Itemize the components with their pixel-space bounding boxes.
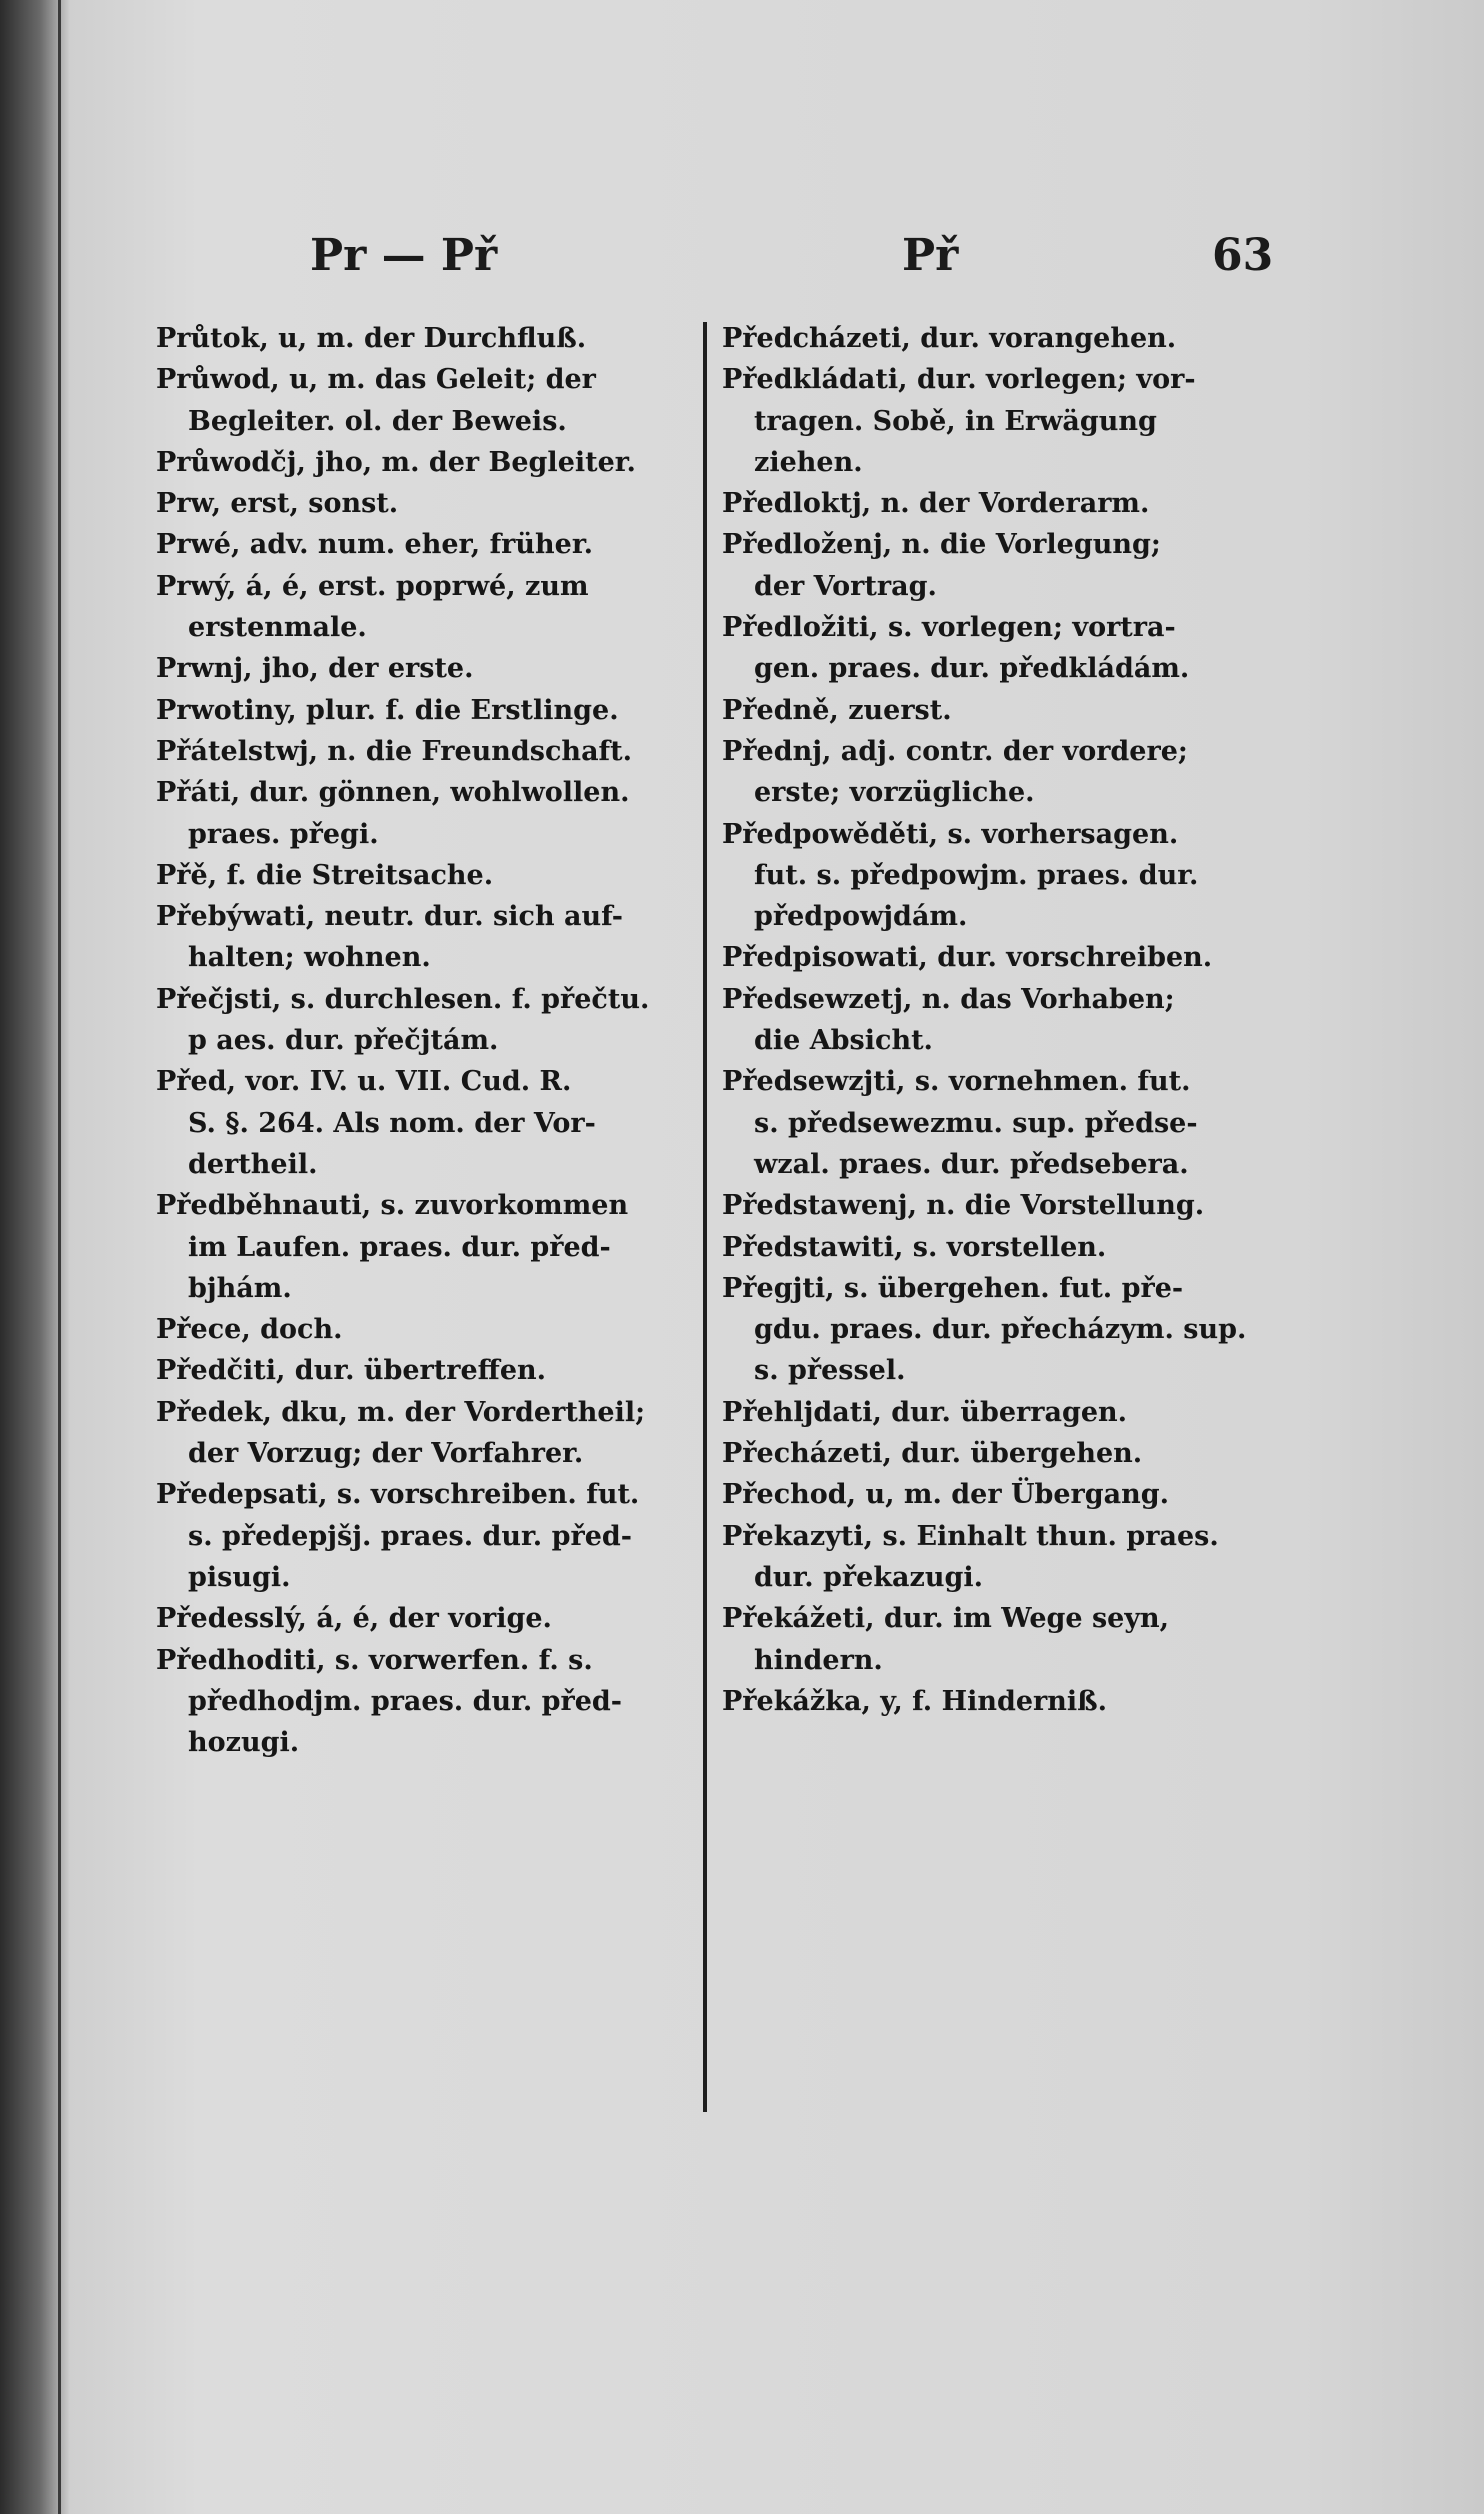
entry-line: Před, vor. IV. u. VII. Cud. R. (156, 1066, 572, 1098)
entry-line: Překážeti, dur. im Wege seyn, (722, 1603, 1170, 1635)
entry-line: bjhám. (188, 1272, 292, 1304)
entry-line: s. předsewezmu. sup. předse- (754, 1107, 1198, 1139)
column-rule (703, 322, 707, 2112)
entry-line: halten; wohnen. (188, 942, 431, 974)
entry-line: ziehen. (754, 446, 863, 478)
entry-line: p aes. dur. přečjtám. (188, 1025, 499, 1057)
entry-line: Prwé, adv. num. eher, früher. (156, 529, 593, 561)
entry-line: S. §. 264. Als nom. der Vor- (188, 1107, 596, 1139)
entry-line: fut. s. předpowjm. praes. dur. (754, 859, 1199, 891)
header-right-guide: Př (902, 230, 959, 281)
entry-line: Přáti, dur. gönnen, wohlwollen. (156, 777, 630, 809)
entry-line: pisugi. (188, 1561, 291, 1593)
entry-line: Begleiter. ol. der Beweis. (188, 405, 567, 437)
entry-line: Přednj, adj. contr. der vordere; (722, 735, 1188, 767)
entry-line: Průwod, u, m. das Geleit; der (156, 364, 596, 396)
right-column (722, 318, 1342, 1722)
entry-line: Předcházeti, dur. vorangehen. (722, 323, 1177, 354)
entry-line: Předstawiti, s. vorstellen. (722, 1231, 1107, 1263)
entry-line: im Laufen. praes. dur. před- (188, 1231, 611, 1263)
entry-line: Přegjti, s. übergehen. fut. pře- (722, 1272, 1184, 1304)
entry-line: der Vortrag. (754, 570, 937, 602)
header-left-guide: Pr — Př (310, 230, 498, 281)
entry-line: Předsewzetj, n. das Vorhaben; (722, 983, 1175, 1015)
binding-gutter (58, 0, 61, 2514)
entry-line: Prwnj, jho, der erste. (156, 653, 474, 685)
entry-line: Překážka, y, f. Hinderniß. (722, 1685, 1108, 1717)
entry-line: die Absicht. (754, 1025, 933, 1057)
entry-line: Přebýwati, neutr. dur. sich auf- (156, 901, 623, 933)
entry-line: dur. překazugi. (754, 1561, 984, 1593)
entry-line: Předkládati, dur. vorlegen; vor- (722, 364, 1196, 396)
entry-line: Předhoditi, s. vorwerfen. f. s. (156, 1644, 593, 1676)
entry-line: Přecházeti, dur. übergehen. (722, 1438, 1143, 1470)
page-number: 63 (1212, 230, 1274, 281)
entry-line: erstenmale. (188, 612, 367, 644)
running-header (62, 230, 1484, 290)
entry-line: Přátelstwj, n. die Freundschaft. (156, 735, 633, 767)
entry-line: Přece, doch. (156, 1314, 343, 1346)
entry-line: hozugi. (188, 1727, 300, 1759)
left-column (156, 318, 686, 1763)
entry-line: s. přessel. (754, 1355, 906, 1387)
entry-line: gdu. praes. dur. přecházym. sup. (754, 1314, 1247, 1346)
entry-line: Předpowěděti, s. vorhersagen. (722, 818, 1179, 850)
entry-line: Prwý, á, é, erst. poprwé, zum (156, 570, 589, 602)
entry-line: s. předepjšj. praes. dur. před- (188, 1520, 632, 1552)
entry-line: Předně, zuerst. (722, 694, 952, 726)
entry-line: Předek, dku, m. der Vordertheil; (156, 1396, 646, 1428)
entry-line: Předpisowati, dur. vorschreiben. (722, 942, 1213, 974)
entry-line: praes. přegi. (188, 818, 379, 850)
entry-line: Přě, f. die Streitsache. (156, 859, 494, 891)
entry-line: dertheil. (188, 1148, 318, 1180)
entry-line: Předložiti, s. vorlegen; vortra- (722, 612, 1176, 644)
entry-line: Předloktj, n. der Vorderarm. (722, 488, 1150, 520)
entry-line: předpowjdám. (754, 901, 968, 933)
entry-line: Předesslý, á, é, der vorige. (156, 1603, 552, 1635)
entry-line: Předloženj, n. die Vorlegung; (722, 529, 1161, 561)
entry-line: Předběhnauti, s. zuvorkommen (156, 1190, 629, 1222)
entry-line: Předstawenj, n. die Vorstellung. (722, 1190, 1205, 1222)
entry-line: Průtok, u, m. der Durchfluß. (156, 323, 587, 354)
entry-line: Prwotiny, plur. f. die Erstlinge. (156, 694, 619, 726)
entry-line: Přechod, u, m. der Übergang. (722, 1479, 1170, 1511)
entry-line: Prw, erst, sonst. (156, 488, 399, 520)
entry-line: Předčiti, dur. übertreffen. (156, 1355, 547, 1387)
entry-line: tragen. Sobě, in Erwägung (754, 405, 1157, 437)
entry-line: hindern. (754, 1644, 883, 1676)
entry-line: der Vorzug; der Vorfahrer. (188, 1438, 584, 1470)
entry-line: Překazyti, s. Einhalt thun. praes. (722, 1520, 1219, 1552)
entry-line: wzal. praes. dur. předsebera. (754, 1148, 1189, 1180)
entry-line: Přehljdati, dur. überragen. (722, 1396, 1128, 1428)
entry-line: gen. praes. dur. předkládám. (754, 653, 1190, 685)
entry-line: Průwodčj, jho, m. der Begleiter. (156, 446, 636, 478)
entry-line: erste; vorzügliche. (754, 777, 1035, 809)
dictionary-page (62, 0, 1484, 2514)
entry-line: Předsewzjti, s. vornehmen. fut. (722, 1066, 1191, 1098)
entry-line: předhodjm. praes. dur. před- (188, 1685, 623, 1717)
entry-line: Předepsati, s. vorschreiben. fut. (156, 1479, 640, 1511)
entry-line: Přečjsti, s. durchlesen. f. přečtu. (156, 983, 650, 1015)
